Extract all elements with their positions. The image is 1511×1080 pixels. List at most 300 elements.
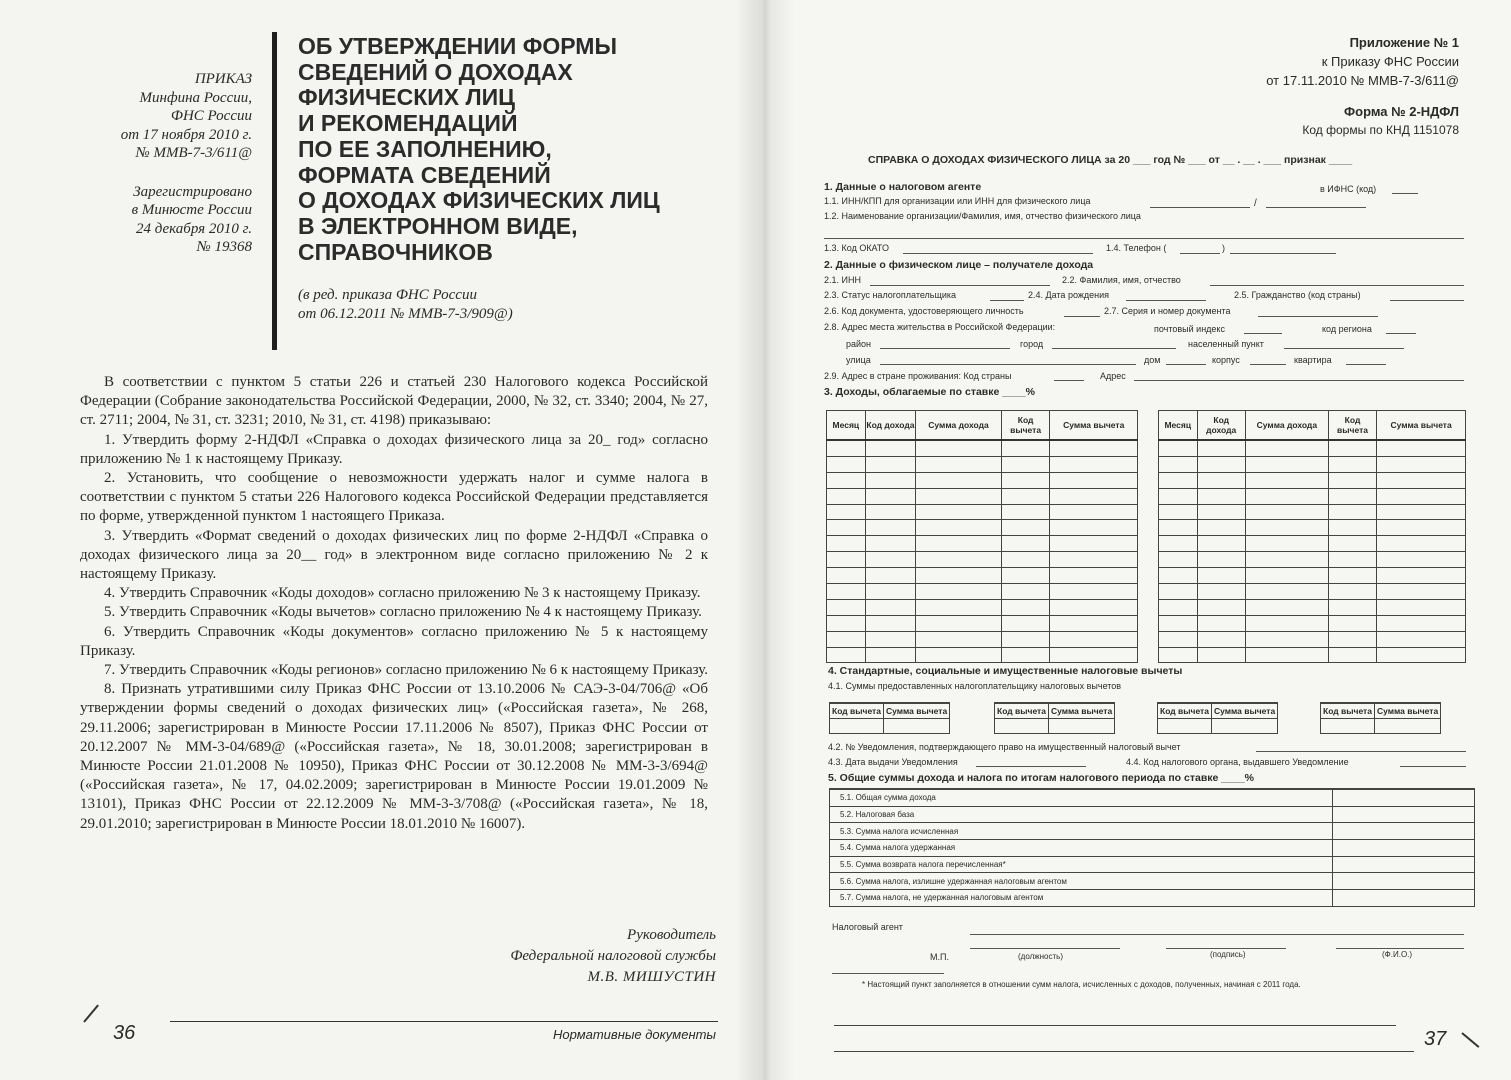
totals-label: 5.2. Налоговая база: [830, 806, 1333, 823]
form-number: Форма № 2-НДФЛ: [1344, 104, 1459, 119]
ded-code-header: Код вычета: [1158, 703, 1212, 719]
totals-row: [830, 856, 1475, 873]
footer-rule: [170, 1021, 718, 1022]
status-field[interactable]: [990, 300, 1024, 301]
income-cell[interactable]: [1197, 552, 1245, 568]
running-footer: Нормативные документы: [553, 1027, 716, 1042]
signature-field[interactable]: [1166, 948, 1286, 949]
income-cell[interactable]: [1245, 631, 1328, 647]
income-cell[interactable]: [827, 520, 866, 536]
field-2-3-label: 2.3. Статус налогоплательщика: [824, 290, 957, 300]
person-name-field[interactable]: [1210, 285, 1464, 286]
income-cell[interactable]: [916, 647, 1002, 663]
stamp-label: М.П.: [930, 952, 949, 962]
income-cell[interactable]: [1197, 488, 1245, 504]
income-cell[interactable]: [1197, 615, 1245, 631]
totals-row: [830, 840, 1475, 857]
ded-code-cell[interactable]: [995, 719, 1049, 734]
income-cell[interactable]: [1159, 440, 1198, 456]
phone-bracket: ): [1222, 243, 1225, 253]
totals-row: [830, 823, 1475, 840]
income-cell[interactable]: [916, 472, 1002, 488]
income-cell[interactable]: [865, 647, 916, 663]
col-income-code: Код дохода: [1197, 411, 1245, 441]
street-field[interactable]: [880, 364, 1136, 365]
income-cell[interactable]: [1377, 552, 1466, 568]
income-cell[interactable]: [1159, 584, 1198, 600]
footer-rule: [834, 1025, 1396, 1026]
field-2-5-label: 2.5. Гражданство (код страны): [1234, 290, 1361, 300]
kpp-field[interactable]: [1266, 207, 1366, 208]
ded-code-header: Код вычета: [1321, 703, 1375, 719]
income-cell[interactable]: [827, 631, 866, 647]
income-cell[interactable]: [865, 631, 916, 647]
income-cell[interactable]: [1001, 488, 1050, 504]
income-cell[interactable]: [865, 456, 916, 472]
income-cell[interactable]: [1050, 488, 1138, 504]
income-row: [827, 568, 1138, 584]
locality-label: населенный пункт: [1188, 339, 1264, 349]
income-cell[interactable]: [1245, 456, 1328, 472]
paragraph: 6. Утвердить Справочник «Коды документов» согласно приложению № 5 к настоящему Приказу.: [80, 623, 708, 659]
title-divider: [272, 32, 277, 350]
page-number: 36: [113, 1022, 136, 1044]
income-cell[interactable]: [916, 584, 1002, 600]
income-cell[interactable]: [827, 472, 866, 488]
signature-line: М.В. МИШУСТИН: [587, 969, 716, 985]
birth-date-field[interactable]: [1126, 300, 1206, 301]
income-cell[interactable]: [1197, 520, 1245, 536]
income-cell[interactable]: [865, 568, 916, 584]
apartment-field[interactable]: [1346, 364, 1386, 365]
income-cell[interactable]: [1197, 440, 1245, 456]
income-row: [827, 599, 1138, 615]
okato-field[interactable]: [903, 253, 1093, 254]
income-cell[interactable]: [1328, 440, 1376, 456]
income-cell[interactable]: [1050, 599, 1138, 615]
income-cell[interactable]: [1377, 456, 1466, 472]
col-month: Месяц: [827, 411, 866, 441]
tax-office-code-field[interactable]: [1400, 766, 1466, 767]
deduction-box-3: [1157, 702, 1278, 734]
section-1-title: 1. Данные о налоговом агенте: [824, 181, 982, 193]
income-cell[interactable]: [1377, 488, 1466, 504]
income-cell[interactable]: [865, 440, 916, 456]
signature-line: Федеральной налоговой службы: [510, 948, 716, 964]
income-cell[interactable]: [1159, 472, 1198, 488]
income-cell[interactable]: [916, 568, 1002, 584]
col-income-sum: Сумма дохода: [1245, 411, 1328, 441]
income-row: [827, 647, 1138, 663]
income-row: [827, 520, 1138, 536]
income-row: [827, 472, 1138, 488]
position-caption: (должность): [1018, 952, 1063, 961]
ifns-label: в ИФНС (код): [1320, 184, 1377, 194]
building-label: корпус: [1212, 355, 1240, 365]
title-line: ПО ЕЕ ЗАПОЛНЕНИЮ,: [298, 135, 552, 162]
ded-code-cell[interactable]: [830, 719, 884, 734]
income-cell[interactable]: [865, 520, 916, 536]
income-cell[interactable]: [1050, 615, 1138, 631]
inn-field[interactable]: [1150, 207, 1250, 208]
income-cell[interactable]: [1197, 504, 1245, 520]
knd-code: Код формы по КНД 1151078: [1302, 123, 1459, 137]
totals-value[interactable]: [1333, 890, 1475, 907]
income-cell[interactable]: [1245, 599, 1328, 615]
income-cell[interactable]: [865, 504, 916, 520]
income-cell[interactable]: [1197, 584, 1245, 600]
city-field[interactable]: [1052, 348, 1176, 349]
income-cell[interactable]: [827, 568, 866, 584]
paragraph: 5. Утвердить Справочник «Коды вычетов» согласно приложению № 4 к настоящему Приказу.: [104, 604, 702, 621]
income-cell[interactable]: [1328, 536, 1376, 552]
income-cell[interactable]: [1001, 520, 1050, 536]
income-row: [827, 584, 1138, 600]
doc-code-field[interactable]: [1064, 316, 1100, 317]
income-table-right: [1158, 410, 1466, 663]
phone-field[interactable]: [1230, 253, 1336, 254]
income-cell[interactable]: [1159, 504, 1198, 520]
income-cell[interactable]: [1001, 584, 1050, 600]
income-cell[interactable]: [1197, 599, 1245, 615]
income-cell[interactable]: [1050, 504, 1138, 520]
col-deduction-sum: Сумма вычета: [1377, 411, 1466, 441]
totals-row: [830, 890, 1475, 907]
col-month: Месяц: [1159, 411, 1198, 441]
totals-value[interactable]: [1333, 823, 1475, 840]
totals-label: 5.3. Сумма налога исчисленная: [830, 823, 1333, 840]
income-cell[interactable]: [1159, 599, 1198, 615]
income-cell[interactable]: [1377, 536, 1466, 552]
district-field[interactable]: [880, 348, 1010, 349]
income-cell[interactable]: [1197, 472, 1245, 488]
paragraph: 8. Признать утратившими силу Приказ ФНС России от 13.10.2006 № САЭ-3-04/706@ «Об утверждении формы сведений о доходах физических лиц» («Российская газета», № 268, 29.11.2006; зарегистрирован в Минюсте России 17.11.2006 № 8507), Приказ ФНС России от 20.12.2007 № ММ-3-04/689@ («Российская газета», № 18, 30.01.2008; зарегистрирован в Минюсте России 21.01.2008 № 10950), Приказ ФНС России от 30.12.2008 № ММ-3-3/694@ («Российская газета», № 17, 04.02.2009; зарегистрирован в Минюсте России 19.01.2009 № 13101), Приказ ФНС России от 22.12.2009 № ММ-3-3/708@ («Российская газета», № 18, 29.01.2010; зарегистрирован в Минюсте России 18.01.2010 № 16007).: [80, 681, 708, 832]
income-cell[interactable]: [916, 456, 1002, 472]
deduction-box-1: [829, 702, 950, 734]
income-cell[interactable]: [1245, 552, 1328, 568]
income-cell[interactable]: [1159, 536, 1198, 552]
income-cell[interactable]: [1197, 568, 1245, 584]
field-4-3-label: 4.3. Дата выдачи Уведомления: [828, 757, 958, 767]
ded-sum-cell[interactable]: [1211, 719, 1277, 734]
doc-number-field[interactable]: [1258, 316, 1378, 317]
income-cell[interactable]: [827, 552, 866, 568]
income-cell[interactable]: [1050, 647, 1138, 663]
income-cell[interactable]: [1377, 568, 1466, 584]
income-cell[interactable]: [865, 584, 916, 600]
appendix-header: [1266, 33, 1459, 90]
ded-sum-cell[interactable]: [883, 719, 949, 734]
income-cell[interactable]: [865, 615, 916, 631]
field-2-7-label: 2.7. Серия и номер документа: [1104, 306, 1231, 316]
citizenship-field[interactable]: [1390, 300, 1464, 301]
section-4-title: 4. Стандартные, социальные и имущественные налоговые вычеты: [828, 665, 1183, 677]
income-cell[interactable]: [1377, 615, 1466, 631]
income-cell[interactable]: [1001, 599, 1050, 615]
income-cell[interactable]: [1328, 584, 1376, 600]
income-cell[interactable]: [1001, 504, 1050, 520]
totals-value[interactable]: [1333, 856, 1475, 873]
income-cell[interactable]: [865, 472, 916, 488]
foreign-address-field[interactable]: [1134, 380, 1464, 381]
edition-note: [298, 286, 698, 324]
income-row: [1159, 552, 1466, 568]
income-cell[interactable]: [1245, 488, 1328, 504]
income-cell[interactable]: [1245, 584, 1328, 600]
income-cell[interactable]: [827, 647, 866, 663]
income-cell[interactable]: [1197, 456, 1245, 472]
income-cell[interactable]: [1050, 584, 1138, 600]
col-deduction-sum: Сумма вычета: [1050, 411, 1138, 441]
title-line: СПРАВОЧНИКОВ: [298, 238, 493, 265]
paragraph: 7. Утвердить Справочник «Коды регионов» согласно приложению № 6 к настоящему Приказу.: [104, 662, 709, 679]
tax-agent-field[interactable]: [970, 934, 1464, 935]
income-cell[interactable]: [1050, 456, 1138, 472]
income-cell[interactable]: [1328, 520, 1376, 536]
income-cell[interactable]: [1159, 647, 1198, 663]
income-cell[interactable]: [1197, 536, 1245, 552]
income-cell[interactable]: [1159, 488, 1198, 504]
totals-row: [830, 789, 1475, 806]
income-cell[interactable]: [865, 552, 916, 568]
income-cell[interactable]: [1377, 472, 1466, 488]
totals-value[interactable]: [1333, 789, 1475, 806]
income-cell[interactable]: [865, 536, 916, 552]
income-cell[interactable]: [827, 488, 866, 504]
title-line: ОБ УТВЕРЖДЕНИИ ФОРМЫ: [298, 33, 617, 59]
tax-agent-label: Налоговый агент: [832, 922, 903, 932]
income-cell[interactable]: [1050, 472, 1138, 488]
income-cell[interactable]: [1328, 615, 1376, 631]
registration-line: № 19368: [196, 239, 252, 255]
order-body: [80, 373, 708, 834]
ded-sum-cell[interactable]: [1374, 719, 1440, 734]
income-cell[interactable]: [1245, 615, 1328, 631]
house-label: дом: [1144, 355, 1161, 365]
income-cell[interactable]: [916, 631, 1002, 647]
field-2-4-label: 2.4. Дата рождения: [1028, 290, 1109, 300]
income-cell[interactable]: [1245, 536, 1328, 552]
ifns-field[interactable]: [1392, 193, 1418, 194]
totals-label: 5.7. Сумма налога, не удержанная налоговым агентом: [830, 890, 1333, 907]
income-cell[interactable]: [1377, 584, 1466, 600]
income-cell[interactable]: [1328, 472, 1376, 488]
field-2-8-label: 2.8. Адрес места жительства в Российской Федерации:: [824, 322, 1056, 332]
field-2-9-label: 2.9. Адрес в стране проживания: Код страны: [824, 371, 1012, 381]
income-cell[interactable]: [1001, 552, 1050, 568]
income-row: [1159, 631, 1466, 647]
signature-block: [440, 925, 716, 988]
income-cell[interactable]: [916, 552, 1002, 568]
income-cell[interactable]: [1001, 647, 1050, 663]
income-cell[interactable]: [1001, 536, 1050, 552]
order-meta-line: № ММВ-7-3/611@: [135, 145, 252, 161]
income-cell[interactable]: [1159, 456, 1198, 472]
ded-code-header: Код вычета: [995, 703, 1049, 719]
income-cell[interactable]: [1377, 520, 1466, 536]
postal-label: почтовый индекс: [1154, 324, 1225, 334]
title-line: ФИЗИЧЕСКИХ ЛИЦ: [298, 84, 515, 111]
footer-rule-bottom: [834, 1051, 1414, 1052]
income-row: [827, 488, 1138, 504]
income-cell[interactable]: [827, 440, 866, 456]
ded-sum-header: Сумма вычета: [883, 703, 949, 719]
income-row: [827, 504, 1138, 520]
income-cell[interactable]: [916, 615, 1002, 631]
income-cell[interactable]: [1050, 568, 1138, 584]
income-cell[interactable]: [916, 488, 1002, 504]
field-4-1-label: 4.1. Суммы предоставленных налогоплательщику налоговых вычетов: [828, 681, 1122, 691]
income-cell[interactable]: [916, 504, 1002, 520]
fio-field[interactable]: [1336, 948, 1464, 949]
title-line: СВЕДЕНИЙ О ДОХОДАХ: [298, 58, 573, 85]
registration-line: 24 декабря 2010 г.: [135, 220, 252, 237]
country-code-field[interactable]: [1054, 380, 1084, 381]
order-meta: [100, 70, 252, 257]
income-cell[interactable]: [1159, 520, 1198, 536]
income-cell[interactable]: [827, 504, 866, 520]
section-2-title: 2. Данные о физическом лице – получателе дохода: [824, 259, 1094, 271]
income-row: [1159, 440, 1466, 456]
ded-sum-cell[interactable]: [1048, 719, 1114, 734]
income-cell[interactable]: [916, 536, 1002, 552]
field-2-1-label: 2.1. ИНН: [824, 275, 861, 285]
income-cell[interactable]: [827, 615, 866, 631]
paragraph: 2. Установить, что сообщение о невозможности удержать налог и сумме налога в соответствии с пунктом 5 статьи 226 Налогового кодекса Российской Федерации представляется по форме, утвержденной пунктом 1 настоящего Приказа.: [80, 470, 708, 525]
income-row: [827, 615, 1138, 631]
income-cell[interactable]: [1050, 520, 1138, 536]
city-label: город: [1020, 339, 1044, 349]
income-cell[interactable]: [1245, 440, 1328, 456]
income-cell[interactable]: [1377, 647, 1466, 663]
section-5-title: 5. Общие суммы дохода и налога по итогам налогового периода по ставке ____%: [828, 772, 1254, 784]
income-cell[interactable]: [1050, 552, 1138, 568]
income-cell[interactable]: [1328, 456, 1376, 472]
income-cell[interactable]: [1245, 520, 1328, 536]
income-row: [1159, 615, 1466, 631]
position-field[interactable]: [970, 948, 1120, 949]
income-cell[interactable]: [865, 488, 916, 504]
income-cell[interactable]: [827, 599, 866, 615]
income-cell[interactable]: [916, 440, 1002, 456]
slash-divider: /: [1254, 198, 1257, 209]
income-cell[interactable]: [916, 520, 1002, 536]
income-cell[interactable]: [1001, 615, 1050, 631]
income-row: [1159, 584, 1466, 600]
income-cell[interactable]: [1159, 552, 1198, 568]
income-cell[interactable]: [1001, 472, 1050, 488]
notice-date-field[interactable]: [976, 766, 1086, 767]
footnote: * Настоящий пункт заполняется в отношении сумм налога, исчисленных с доходов, полученных, начиная с 2011 года.: [862, 980, 1301, 989]
income-cell[interactable]: [1001, 440, 1050, 456]
income-cell[interactable]: [1328, 631, 1376, 647]
income-cell[interactable]: [1377, 599, 1466, 615]
ded-code-cell[interactable]: [1321, 719, 1375, 734]
totals-value[interactable]: [1333, 873, 1475, 890]
income-cell[interactable]: [827, 536, 866, 552]
postal-field[interactable]: [1244, 333, 1282, 334]
field-1-3-label: 1.3. Код ОКАТО: [824, 243, 889, 253]
income-row: [1159, 568, 1466, 584]
notice-number-field[interactable]: [1256, 751, 1466, 752]
book-gutter: [735, 0, 795, 1080]
income-cell[interactable]: [1050, 631, 1138, 647]
income-cell[interactable]: [1159, 615, 1198, 631]
title-line: О ДОХОДАХ ФИЗИЧЕСКИХ ЛИЦ: [298, 187, 660, 214]
house-field[interactable]: [1166, 364, 1206, 365]
income-table-left: [826, 410, 1138, 663]
income-cell[interactable]: [1328, 568, 1376, 584]
building-field[interactable]: [1250, 364, 1286, 365]
income-cell[interactable]: [1377, 631, 1466, 647]
apartment-label: квартира: [1294, 355, 1332, 365]
income-cell[interactable]: [1245, 568, 1328, 584]
income-cell[interactable]: [1328, 552, 1376, 568]
income-cell[interactable]: [865, 599, 916, 615]
field-2-6-label: 2.6. Код документа, удостоверяющего личность: [824, 306, 1024, 316]
income-cell[interactable]: [1245, 504, 1328, 520]
income-cell[interactable]: [1050, 536, 1138, 552]
income-cell[interactable]: [1328, 488, 1376, 504]
ded-code-cell[interactable]: [1158, 719, 1212, 734]
ded-sum-header: Сумма вычета: [1374, 703, 1440, 719]
appendix-title: Приложение № 1: [1349, 35, 1459, 50]
income-cell[interactable]: [916, 599, 1002, 615]
income-cell[interactable]: [1159, 568, 1198, 584]
income-cell[interactable]: [1001, 568, 1050, 584]
income-row: [827, 631, 1138, 647]
income-row: [1159, 456, 1466, 472]
ded-sum-header: Сумма вычета: [1048, 703, 1114, 719]
income-cell[interactable]: [1328, 647, 1376, 663]
totals-value[interactable]: [1333, 840, 1475, 857]
income-cell[interactable]: [1377, 504, 1466, 520]
income-cell[interactable]: [827, 456, 866, 472]
field-1-4-label: 1.4. Телефон (: [1106, 243, 1167, 253]
income-cell[interactable]: [1050, 440, 1138, 456]
income-row: [1159, 599, 1466, 615]
income-cell[interactable]: [1001, 631, 1050, 647]
person-inn-field[interactable]: [870, 285, 1050, 286]
field-2-2-label: 2.2. Фамилия, имя, отчество: [1062, 275, 1181, 285]
col-income-sum: Сумма дохода: [916, 411, 1002, 441]
org-name-field[interactable]: [824, 238, 1464, 239]
title-line: ФОРМАТА СВЕДЕНИЙ: [298, 161, 551, 188]
income-cell[interactable]: [1001, 456, 1050, 472]
totals-value[interactable]: [1333, 806, 1475, 823]
income-cell[interactable]: [1328, 504, 1376, 520]
income-cell[interactable]: [1197, 647, 1245, 663]
income-row: [1159, 504, 1466, 520]
form-number-block: [1302, 102, 1459, 140]
paragraph: 4. Утвердить Справочник «Коды доходов» согласно приложению № 3 к настоящему Приказу.: [104, 585, 701, 602]
income-cell[interactable]: [1245, 647, 1328, 663]
field-4-4-label: 4.4. Код налогового органа, выдавшего Уведомление: [1126, 757, 1349, 767]
income-cell[interactable]: [1377, 440, 1466, 456]
income-cell[interactable]: [1245, 472, 1328, 488]
form-heading: СПРАВКА О ДОХОДАХ ФИЗИЧЕСКОГО ЛИЦА за 20 ___ год № ___ от __ . __ . ___ признак ____: [868, 154, 1353, 166]
paragraph: В соответствии с пунктом 5 статьи 226 и статьей 230 Налогового кодекса Российской Федерации (Собрание законодательства Российской Федерации, 2000, № 32, ст. 3340; 2004, № 27, ст. 2711; 2004, № 31, ст. 3231; 2010, № 31, ст. 4198) приказываю:: [80, 374, 708, 429]
income-cell[interactable]: [1197, 631, 1245, 647]
locality-field[interactable]: [1284, 348, 1404, 349]
phone-code-field[interactable]: [1180, 253, 1220, 254]
income-cell[interactable]: [1328, 599, 1376, 615]
order-meta-line: Минфина России,: [139, 89, 252, 106]
income-row: [1159, 647, 1466, 663]
income-cell[interactable]: [1159, 631, 1198, 647]
region-field[interactable]: [1386, 333, 1416, 334]
income-cell[interactable]: [827, 584, 866, 600]
